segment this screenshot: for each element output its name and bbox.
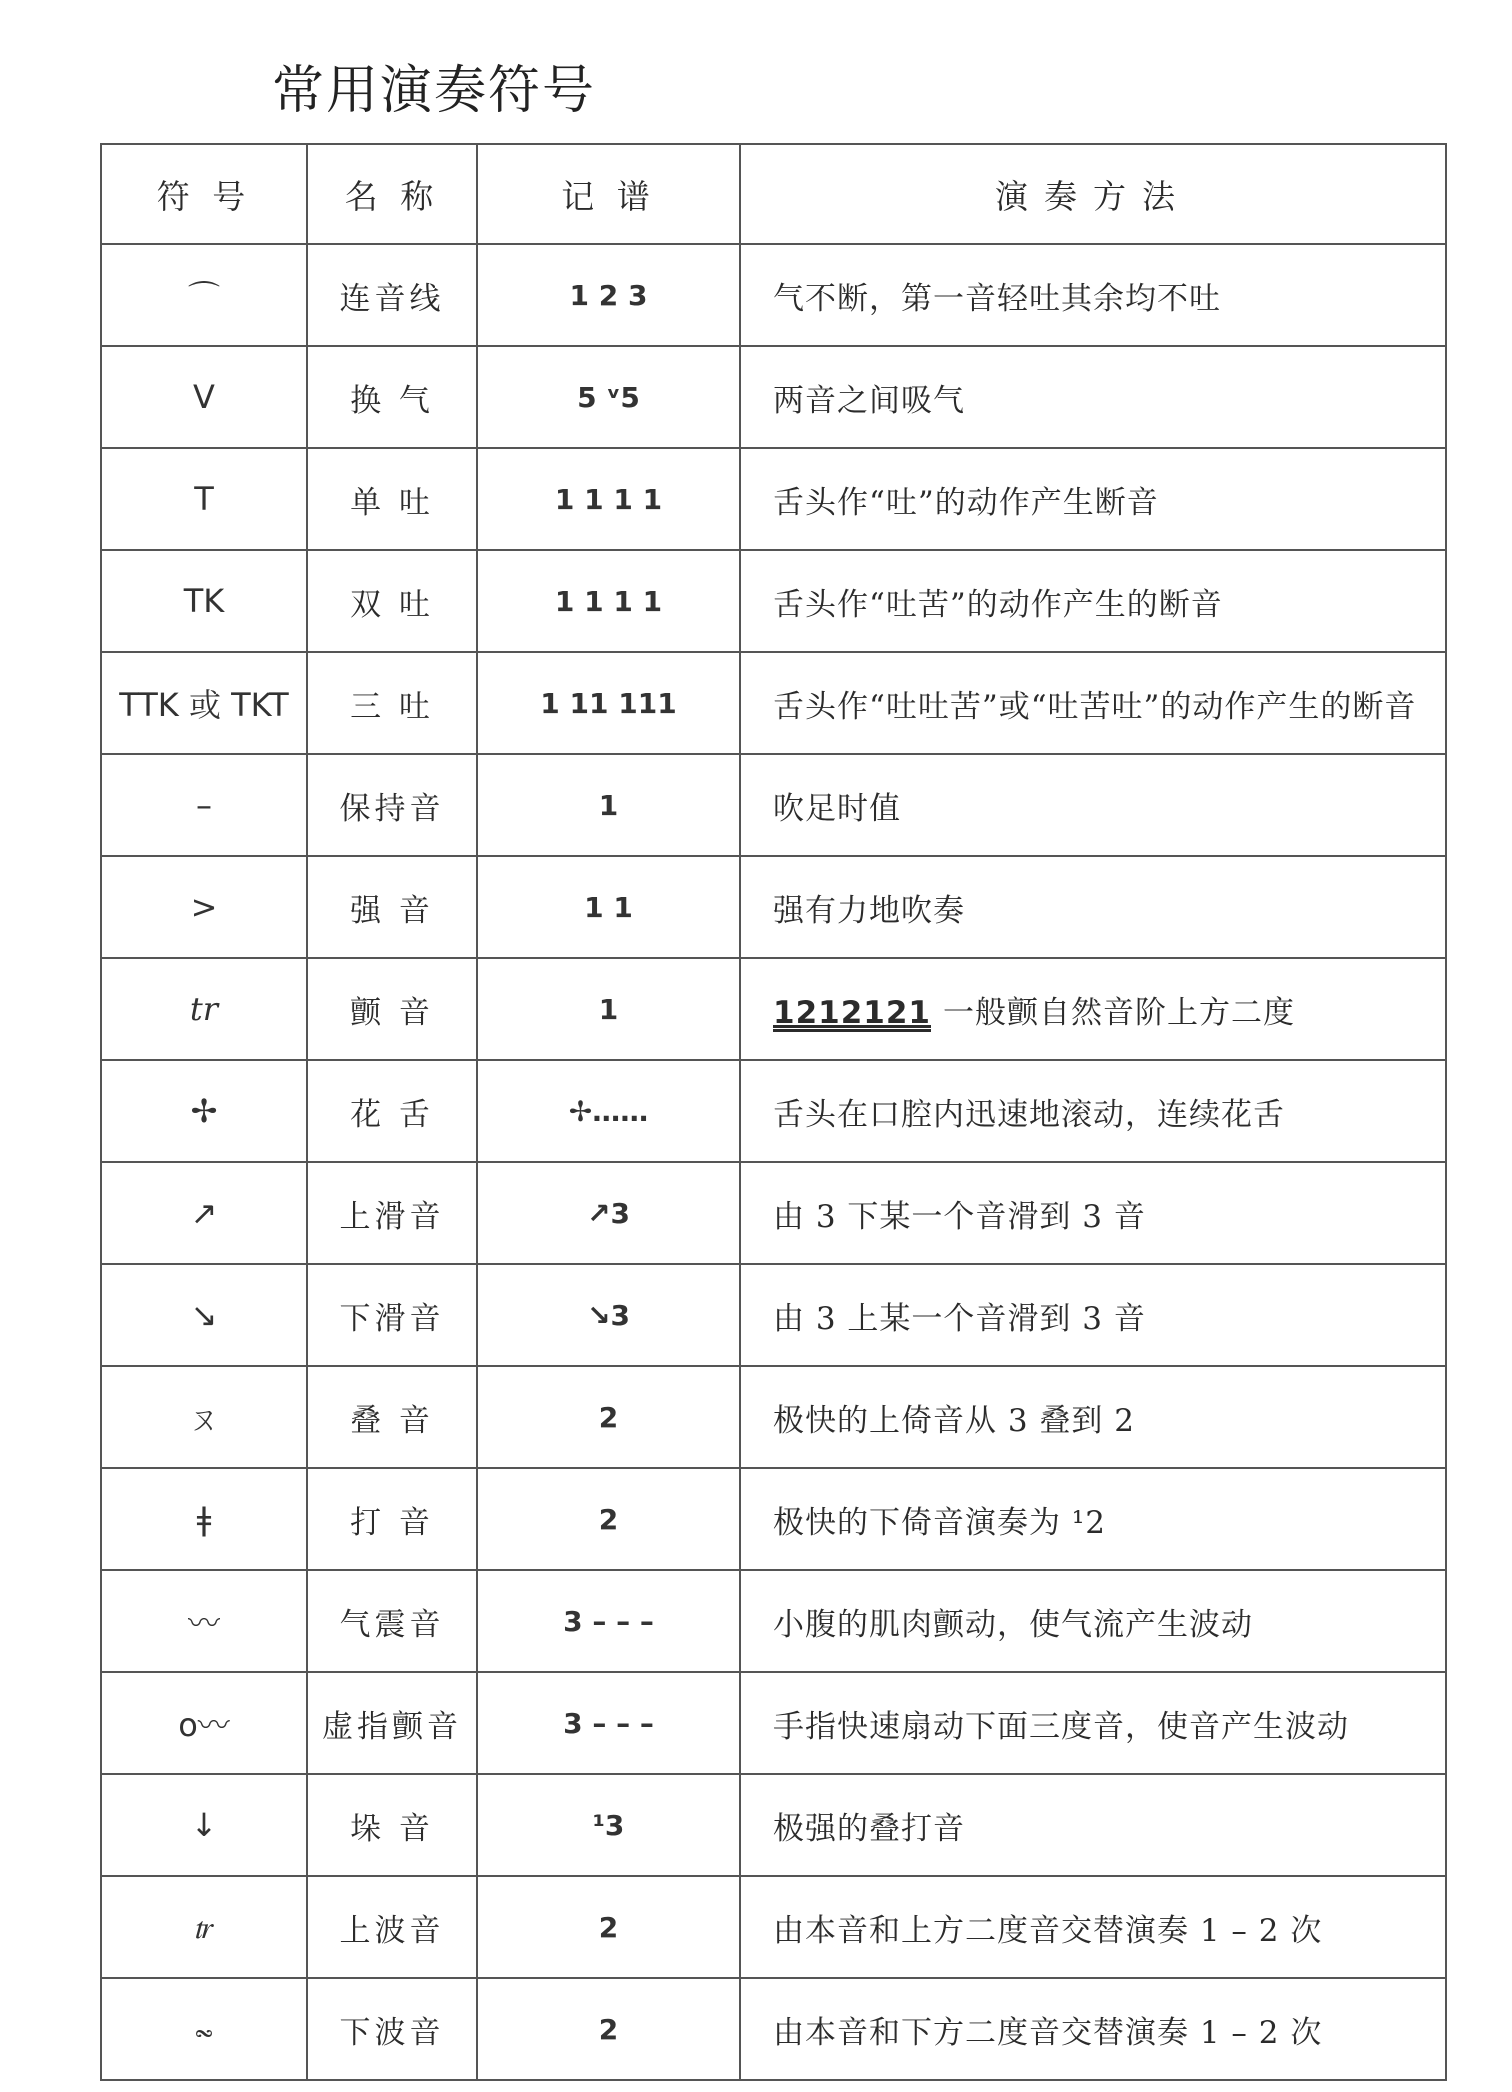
method-cell: 由 3 上某一个音滑到 3 音 <box>740 1264 1446 1366</box>
notation-cell: 2 <box>477 1978 740 2080</box>
method-cell: 小腹的肌肉颤动，使气流产生波动 <box>740 1570 1446 1672</box>
name-cell: 保持音 <box>307 754 477 856</box>
symbol-cell: ㄡ <box>101 1366 307 1468</box>
method-text: 一般颤自然音阶上方二度 <box>943 994 1295 1031</box>
symbol-cell: 𝆖 <box>101 1876 307 1978</box>
method-cell: 吹足时值 <box>740 754 1446 856</box>
table-row <box>101 346 1446 448</box>
page-title: 常用演奏符号 <box>272 61 597 121</box>
method-cell: 舌头作“吐苦”的动作产生的断音 <box>740 550 1446 652</box>
notation-cell: 2 <box>477 1468 740 1570</box>
table-row <box>101 652 1446 754</box>
symbol-cell: ↓ <box>101 1774 307 1876</box>
name-cell: 强 音 <box>307 856 477 958</box>
notation-cell: 2 <box>477 1366 740 1468</box>
table-row <box>101 1162 1446 1264</box>
table-row <box>101 958 1446 1060</box>
notation-cell: 1 2 3 <box>477 244 740 346</box>
notation-cell: ↗3 <box>477 1162 740 1264</box>
notation-cell: 5 ᵛ5 <box>477 346 740 448</box>
name-cell: 单 吐 <box>307 448 477 550</box>
symbol-cell: – <box>101 754 307 856</box>
notation-cell: 1 <box>477 754 740 856</box>
table-row <box>101 856 1446 958</box>
symbol-cell: ✢ <box>101 1060 307 1162</box>
symbol-cell: V <box>101 346 307 448</box>
notation-cell: 1 1 <box>477 856 740 958</box>
table-row <box>101 448 1446 550</box>
method-cell: 舌头作“吐”的动作产生断音 <box>740 448 1446 550</box>
table-row <box>101 1366 1446 1468</box>
header-method: 演奏方法 <box>740 144 1446 244</box>
notation-cell: 1 11 111 <box>477 652 740 754</box>
symbol-cell: T <box>101 448 307 550</box>
symbol-cell: 𝆗 <box>101 1978 307 2080</box>
name-cell: 花 舌 <box>307 1060 477 1162</box>
name-cell: 打 音 <box>307 1468 477 1570</box>
name-cell: 上波音 <box>307 1876 477 1978</box>
name-cell: 换 气 <box>307 346 477 448</box>
method-cell: 极快的上倚音从 3 叠到 2 <box>740 1366 1446 1468</box>
method-cell: 舌头在口腔内迅速地滚动，连续花舌 <box>740 1060 1446 1162</box>
performance-symbols-table <box>100 143 1447 2081</box>
method-cell <box>740 958 1446 1060</box>
table-row <box>101 1774 1446 1876</box>
header-notation: 记 谱 <box>477 144 740 244</box>
symbol-cell: ↗ <box>101 1162 307 1264</box>
table-row <box>101 1060 1446 1162</box>
name-cell: 颤 音 <box>307 958 477 1060</box>
name-cell: 上滑音 <box>307 1162 477 1264</box>
symbol-cell: ǂ <box>101 1468 307 1570</box>
method-cell: 气不断，第一音轻吐其余均不吐 <box>740 244 1446 346</box>
symbol-cell: ↘ <box>101 1264 307 1366</box>
method-cell: 两音之间吸气 <box>740 346 1446 448</box>
name-cell: 双 吐 <box>307 550 477 652</box>
table-row <box>101 1570 1446 1672</box>
name-cell: 虚指颤音 <box>307 1672 477 1774</box>
notation-cell: ↘3 <box>477 1264 740 1366</box>
symbol-cell: TTK 或 TKT <box>101 652 307 754</box>
table-row <box>101 550 1446 652</box>
method-cell: 强有力地吹奏 <box>740 856 1446 958</box>
table-header-row <box>101 144 1446 244</box>
symbol-cell: o〰 <box>101 1672 307 1774</box>
name-cell: 下滑音 <box>307 1264 477 1366</box>
symbol-cell: 〰 <box>101 1570 307 1672</box>
symbol-cell: ⌒ <box>101 244 307 346</box>
notation-cell: 2 <box>477 1876 740 1978</box>
name-cell: 叠 音 <box>307 1366 477 1468</box>
method-cell: 手指快速扇动下面三度音，使音产生波动 <box>740 1672 1446 1774</box>
name-cell: 气震音 <box>307 1570 477 1672</box>
method-cell: 由本音和下方二度音交替演奏 1 – 2 次 <box>740 1978 1446 2080</box>
table-row <box>101 1876 1446 1978</box>
notation-cell: 3 – – – <box>477 1672 740 1774</box>
method-cell: 极强的叠打音 <box>740 1774 1446 1876</box>
name-cell: 垛 音 <box>307 1774 477 1876</box>
notation-cell: ¹3 <box>477 1774 740 1876</box>
table-row <box>101 754 1446 856</box>
method-cell: 由 3 下某一个音滑到 3 音 <box>740 1162 1446 1264</box>
table-row <box>101 244 1446 346</box>
method-cell: 舌头作“吐吐苦”或“吐苦吐”的动作产生的断音 <box>740 652 1446 754</box>
method-cell: 极快的下倚音演奏为 ¹2 <box>740 1468 1446 1570</box>
table-row <box>101 1468 1446 1570</box>
symbol-cell: tr <box>101 958 307 1060</box>
header-name: 名 称 <box>307 144 477 244</box>
notation-cell: ✢…… <box>477 1060 740 1162</box>
table-row <box>101 1672 1446 1774</box>
name-cell: 三 吐 <box>307 652 477 754</box>
symbol-cell: > <box>101 856 307 958</box>
notation-cell: 1 1 1 1 <box>477 448 740 550</box>
notation-cell: 1 <box>477 958 740 1060</box>
method-cell: 由本音和上方二度音交替演奏 1 – 2 次 <box>740 1876 1446 1978</box>
name-cell: 连音线 <box>307 244 477 346</box>
name-cell: 下波音 <box>307 1978 477 2080</box>
notation-cell: 1 1 1 1 <box>477 550 740 652</box>
table-row <box>101 1264 1446 1366</box>
trill-pattern: 1212121 <box>773 994 931 1031</box>
symbol-cell: TK <box>101 550 307 652</box>
table-row <box>101 1978 1446 2080</box>
header-symbol: 符 号 <box>101 144 307 244</box>
notation-cell: 3 – – – <box>477 1570 740 1672</box>
